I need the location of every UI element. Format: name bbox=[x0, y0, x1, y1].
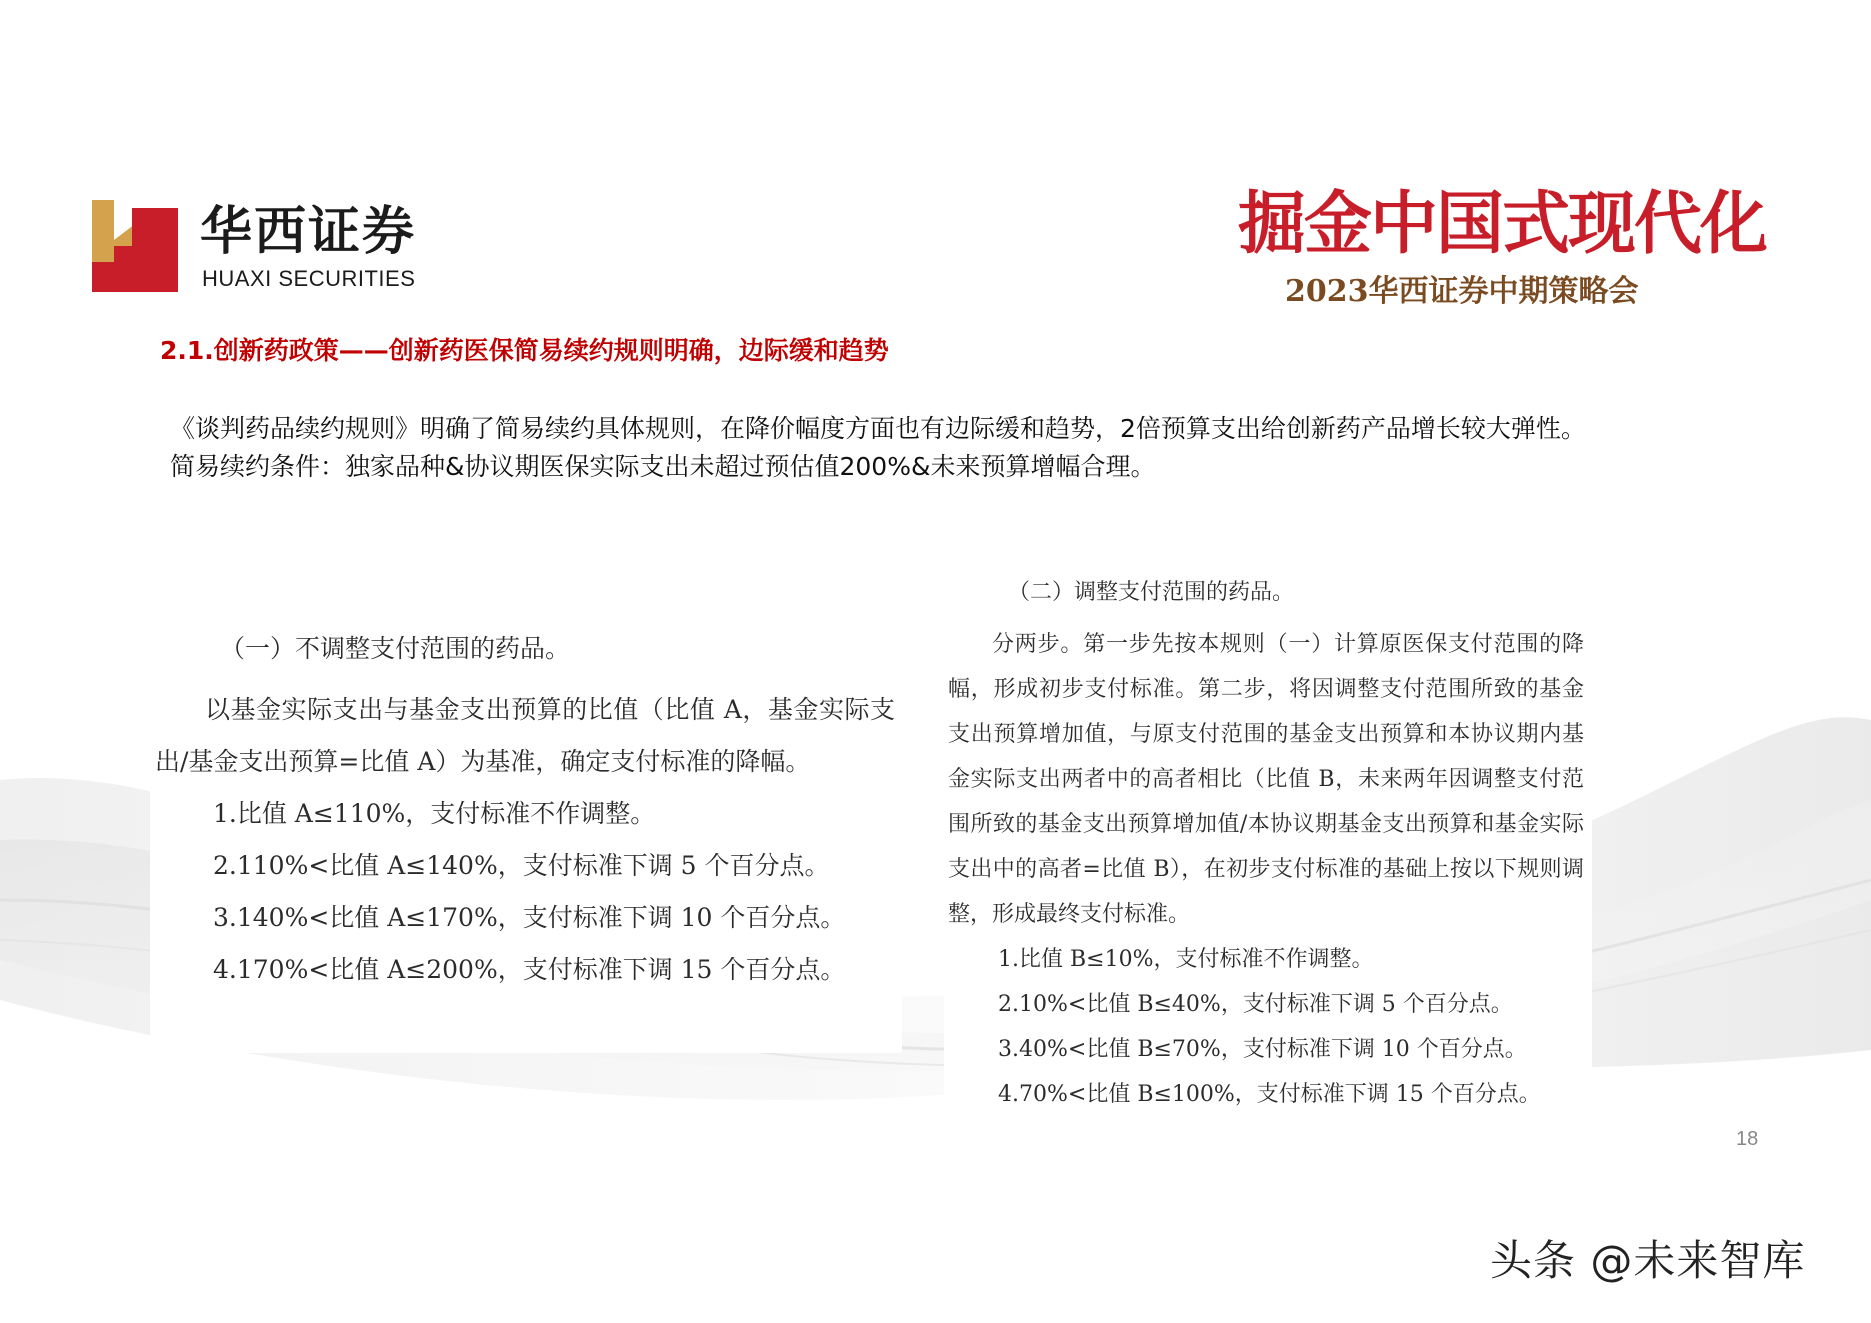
rule-panel-adjusted-scope bbox=[944, 566, 1592, 1109]
page-number: 18 bbox=[1736, 1128, 1759, 1150]
rule-item: 4.170%<比值 A≤200%，支付标准下调 15 个百分点。 bbox=[213, 955, 846, 984]
section-heading: 2.1.创新药政策——创新药医保简易续约规则明确，边际缓和趋势 bbox=[160, 336, 889, 365]
rule-item: 1.比值 B≤10%，支付标准不作调整。 bbox=[998, 947, 1374, 972]
rule-item: 1.比值 A≤110%，支付标准不作调整。 bbox=[213, 799, 656, 828]
intro-paragraph-1: 《谈判药品续约规则》明确了简易续约具体规则，在降价幅度方面也有边际缓和趋势，2倍预算支出给创新药产品增长较大弹性。 bbox=[170, 414, 1586, 443]
rule-list bbox=[155, 788, 895, 996]
event-banner-subtitle: 2023华西证券中期策略会 bbox=[1285, 274, 1639, 309]
rule-panel-unadjusted-scope bbox=[150, 620, 902, 1053]
rule-item: 3.140%<比值 A≤170%，支付标准下调 10 个百分点。 bbox=[213, 903, 846, 932]
panel-body bbox=[155, 684, 895, 996]
rule-item: 2.110%<比值 A≤140%，支付标准下调 5 个百分点。 bbox=[213, 851, 830, 880]
panel-paragraph: 以基金实际支出与基金支出预算的比值（比值 A，基金实际支出/基金支出预算=比值 A）为基准，确定支付标准的降幅。 bbox=[155, 695, 895, 776]
company-name-cn: 华西证券 bbox=[200, 201, 417, 262]
company-logo bbox=[92, 200, 452, 300]
rule-item: 2.10%<比值 B≤40%，支付标准下调 5 个百分点。 bbox=[998, 992, 1513, 1017]
watermark: 头条 @未来智库 bbox=[1490, 1236, 1806, 1285]
rule-list bbox=[948, 937, 1584, 1117]
huaxi-logo-icon bbox=[92, 200, 178, 292]
intro-paragraph-2: 简易续约条件：独家品种&协议期医保实际支出未超过预估值200%&未来预算增幅合理。 bbox=[170, 452, 1156, 481]
rule-item: 3.40%<比值 B≤70%，支付标准下调 10 个百分点。 bbox=[998, 1037, 1527, 1062]
company-name-en: HUAXI SECURITIES bbox=[202, 266, 416, 291]
panel-title: （二）调整支付范围的药品。 bbox=[1008, 580, 1295, 605]
rule-item: 4.70%<比值 B≤100%，支付标准下调 15 个百分点。 bbox=[998, 1082, 1541, 1107]
event-banner-title: 掘金中国式现代化 bbox=[1238, 184, 1767, 264]
panel-title: （一）不调整支付范围的药品。 bbox=[220, 634, 571, 663]
panel-body bbox=[948, 622, 1584, 1117]
intro-text bbox=[170, 410, 1710, 486]
panel-paragraph: 分两步。第一步先按本规则（一）计算原医保支付范围的降幅，形成初步支付标准。第二步，将因调整支付范围所致的基金支出预算增加值，与原支付范围的基金支出预算和本协议期内基金实际支出两者中的高者相比（比值 B，未来两年因调整支付范围所致的基金支出预算增加值/本协议期基金支出预算和基金实际支出中的高者=比值 B），在初步支付标准的基础上按以下规则调整，形成最终支付标准。 bbox=[948, 632, 1584, 927]
